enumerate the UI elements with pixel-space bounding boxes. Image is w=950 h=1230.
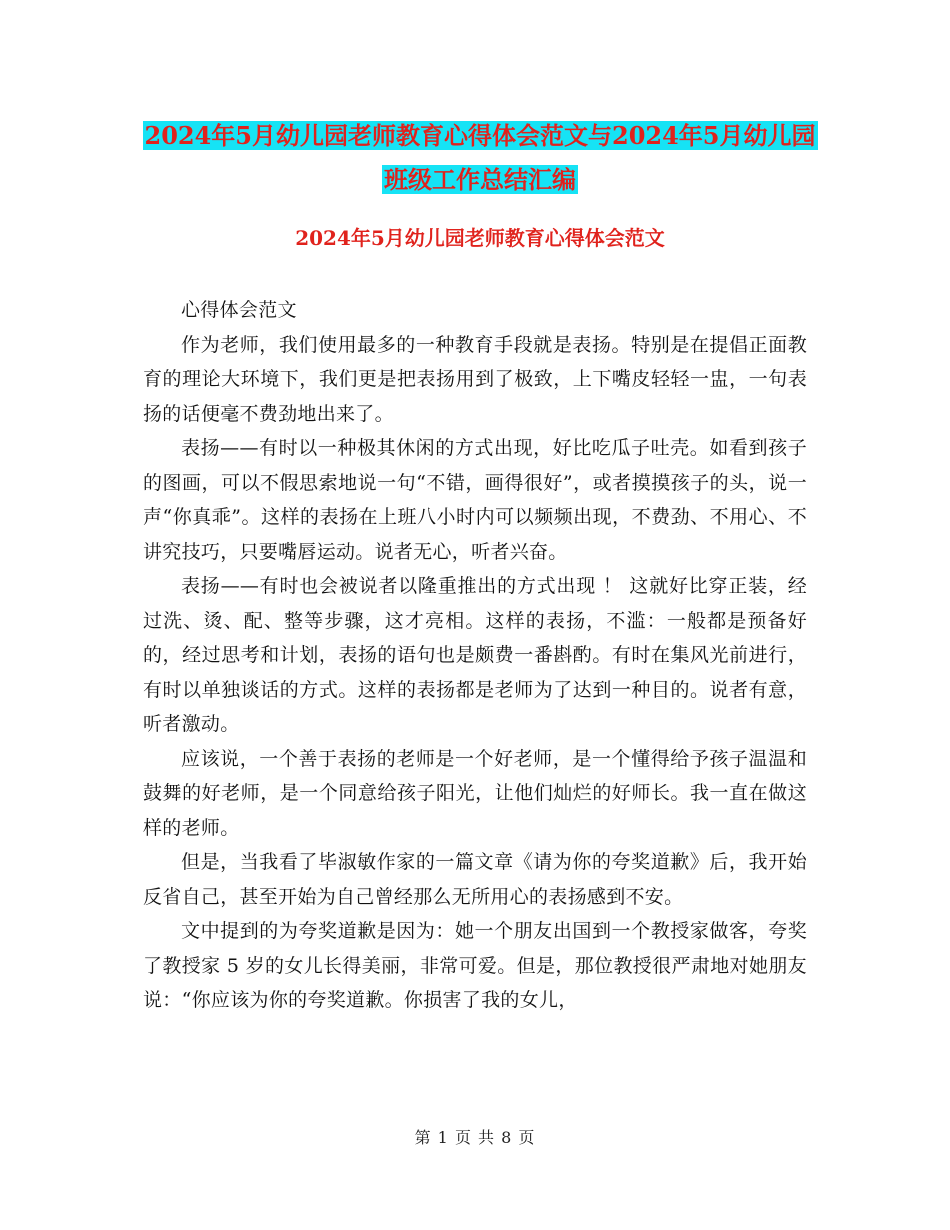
- paragraph: 但是，当我看了毕淑敏作家的一篇文章《请为你的夸奖道歉》后，我开始反省自己，甚至开始为自己曾经那么无所用心的表扬感到不安。: [143, 851, 807, 908]
- document-body: [143, 293, 807, 1018]
- paragraph: 应该说，一个善于表扬的老师是一个好老师，是一个懂得给予孩子温温和鼓舞的好老师，是一个同意给孩子阳光，让他们灿烂的好师长。我一直在做这样的老师。: [143, 747, 807, 839]
- document-title: [140, 114, 820, 202]
- paragraph: 表扬——有时以一种极其休闲的方式出现，好比吃瓜子吐壳。如看到孩子的图画，可以不假思索地说一句“不错，画得很好”，或者摸摸孩子的头，说一声“你真乖”。这样的表扬在上班八小时内可以频频出现，不费劲、不用心、不讲究技巧，只要嘴唇运动。说者无心，听者兴奋。: [143, 437, 807, 563]
- paragraph: 文中提到的为夸奖道歉是因为：她一个朋友出国到一个教授家做客，夸奖了教授家 5 岁的女儿长得美丽，非常可爱。但是，那位教授很严肃地对她朋友说：“你应该为你的夸奖道歉。你损害了我的女儿，: [143, 920, 807, 1011]
- paragraph: 心得体会范文: [181, 299, 297, 321]
- section-title: 2024年5月幼儿园老师教育心得体会范文: [295, 226, 665, 250]
- paragraph: 作为老师，我们使用最多的一种教育手段就是表扬。特别是在提倡正面教育的理论大环境下，我们更是把表扬用到了极致，上下嘴皮轻轻一盅，一句表扬的话便毫不费劲地出来了。: [143, 333, 807, 425]
- document-title-text: 2024年5月幼儿园老师教育心得体会范文与2024年5月幼儿园班级工作总结汇编: [144, 121, 816, 194]
- paragraph: 表扬——有时也会被说者以隆重推出的方式出现 ！ 这就好比穿正装，经过洗、烫、配、整等步骤，这才亮相。这样的表扬，不滥：一般都是预备好的，经过思考和计划，表扬的语句也是颇费一番斟酌。有时在集风光前进行，有时以单独谈话的方式。这样的表扬都是老师为了达到一种目的。说者有意，听者激动。: [143, 575, 807, 735]
- page-footer: 第 1 页 共 8 页: [414, 1128, 536, 1147]
